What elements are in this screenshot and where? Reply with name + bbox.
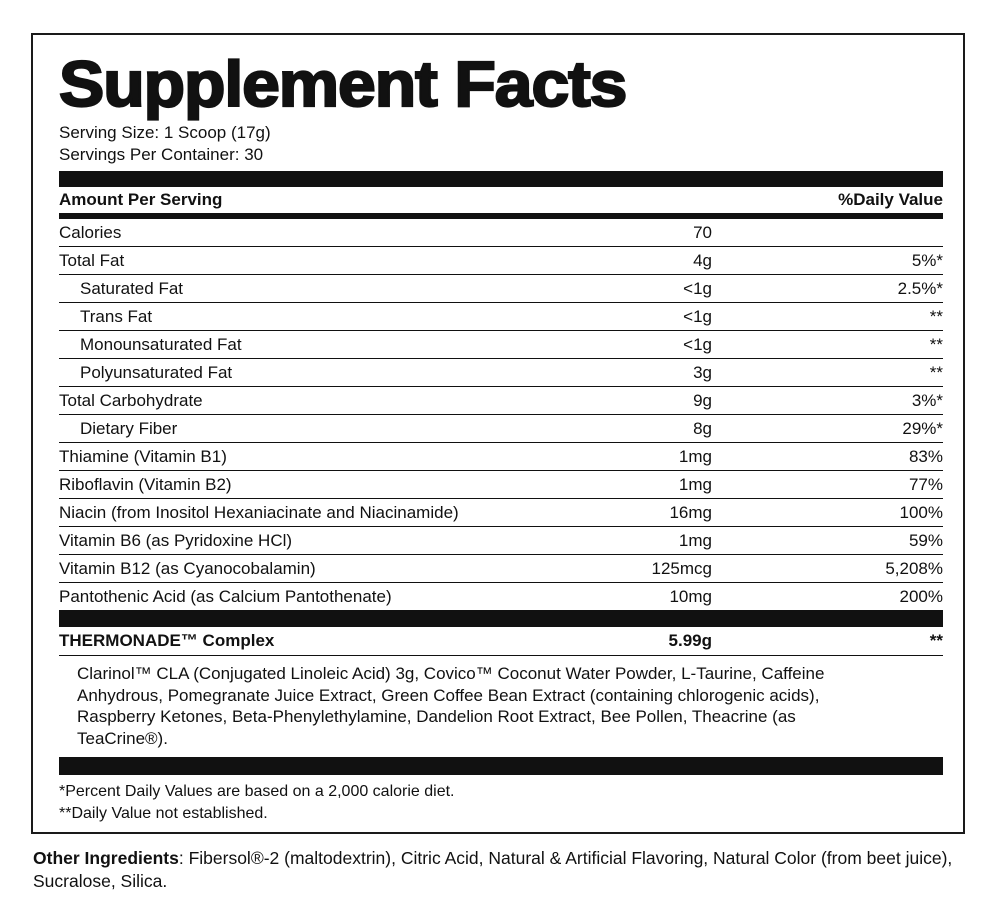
table-row	[59, 527, 943, 555]
complex-row	[59, 627, 943, 656]
nutrient-amount: 3g	[693, 363, 712, 382]
table-row	[59, 443, 943, 471]
nutrient-dv: **	[929, 335, 943, 354]
other-ingredients-label: Other Ingredients	[33, 848, 179, 868]
table-row	[59, 247, 943, 275]
nutrient-name: Total Carbohydrate	[59, 391, 203, 410]
nutrient-amount: <1g	[683, 279, 712, 298]
nutrient-amount: 4g	[693, 251, 712, 270]
footnote-not-established: **Daily Value not established.	[59, 805, 268, 822]
nutrient-dv: 100%	[899, 503, 943, 522]
nutrient-amount: 9g	[693, 391, 712, 410]
nutrient-name: Polyunsaturated Fat	[80, 363, 233, 382]
table-row	[59, 359, 943, 387]
table-row	[59, 219, 943, 247]
complex-dv: **	[929, 631, 943, 650]
nutrient-dv: 200%	[899, 587, 943, 606]
table-row	[59, 471, 943, 499]
table-row	[59, 303, 943, 331]
nutrient-table	[59, 219, 943, 610]
nutrient-amount: 16mg	[669, 503, 712, 522]
nutrient-name: Calories	[59, 223, 122, 242]
nutrient-name: Dietary Fiber	[80, 419, 178, 438]
table-row	[59, 331, 943, 359]
nutrient-amount: 8g	[693, 419, 712, 438]
nutrient-dv: 5%*	[911, 251, 943, 270]
nutrient-name: Niacin (from Inositol Hexaniacinate and Niacinamide)	[59, 503, 459, 522]
table-row	[59, 583, 943, 610]
footnote-dv: *Percent Daily Values are based on a 2,000 calorie diet.	[59, 783, 455, 800]
nutrient-dv: 29%*	[902, 419, 943, 438]
table-header	[59, 187, 943, 213]
footnotes	[59, 781, 943, 825]
nutrient-amount: 1mg	[678, 475, 712, 494]
nutrient-dv: **	[929, 363, 943, 382]
nutrient-name: Vitamin B6 (as Pyridoxine HCl)	[59, 531, 293, 550]
nutrient-amount: 1mg	[678, 447, 712, 466]
nutrient-dv: 5,208%	[885, 559, 943, 578]
nutrient-amount: 1mg	[678, 531, 712, 550]
nutrient-amount: 10mg	[669, 587, 712, 606]
nutrient-dv: 77%	[908, 475, 943, 494]
nutrient-dv: 59%	[908, 531, 943, 550]
other-ingredients-text: : Fibersol®-2 (maltodextrin), Citric Acid, Natural & Artificial Flavoring, Natural Color (from beet juice), Sucralose, Silica.	[33, 848, 953, 891]
nutrient-name: Total Fat	[59, 251, 125, 270]
serving-size: Serving Size: 1 Scoop (17g)	[59, 123, 271, 142]
nutrient-dv: 83%	[908, 447, 943, 466]
table-row	[59, 387, 943, 415]
nutrient-amount: 125mcg	[651, 559, 712, 578]
nutrient-dv: 2.5%*	[897, 279, 943, 298]
nutrient-dv: **	[929, 307, 943, 326]
nutrient-amount: <1g	[683, 335, 712, 354]
thick-divider	[59, 171, 943, 187]
nutrient-amount: <1g	[683, 307, 712, 326]
nutrient-name: Thiamine (Vitamin B1)	[59, 447, 227, 466]
nutrient-name: Vitamin B12 (as Cyanocobalamin)	[59, 559, 316, 578]
nutrient-name: Monounsaturated Fat	[80, 335, 242, 354]
panel-content	[59, 35, 943, 825]
nutrient-name: Saturated Fat	[80, 279, 184, 298]
thick-divider	[59, 757, 943, 775]
dv-header: %Daily Value	[838, 190, 943, 209]
page-title: Supplement Facts	[59, 48, 627, 120]
table-row	[59, 499, 943, 527]
complex-amount: 5.99g	[668, 631, 712, 650]
table-row	[59, 555, 943, 583]
other-ingredients	[33, 847, 973, 893]
thick-divider	[59, 610, 943, 627]
complex-name: THERMONADE™ Complex	[59, 631, 275, 650]
nutrient-name: Pantothenic Acid (as Calcium Pantothenate)	[59, 587, 392, 606]
nutrient-name: Riboflavin (Vitamin B2)	[59, 475, 232, 494]
nutrient-name: Trans Fat	[80, 307, 153, 326]
table-row	[59, 275, 943, 303]
nutrient-amount: 70	[693, 223, 712, 242]
amount-header: Amount Per Serving	[59, 190, 223, 209]
servings-per-container: Servings Per Container: 30	[59, 145, 264, 164]
blend-ingredients: Clarinol™ CLA (Conjugated Linoleic Acid) 3g, Covico™ Coconut Water Powder, L-Taurine, Caffeine Anhydrous, Pomegranate Juice Extract, Green Coffee Bean Extract (containing chlorogenic acids), Raspberry Ketones, Beta-Phenylethylamine, Dandelion Root Extract, Bee Pollen, Theacrine (as TeaCrine®).	[77, 664, 825, 748]
supplement-facts-panel	[31, 33, 965, 834]
nutrient-dv: 3%*	[911, 391, 943, 410]
table-row	[59, 415, 943, 443]
